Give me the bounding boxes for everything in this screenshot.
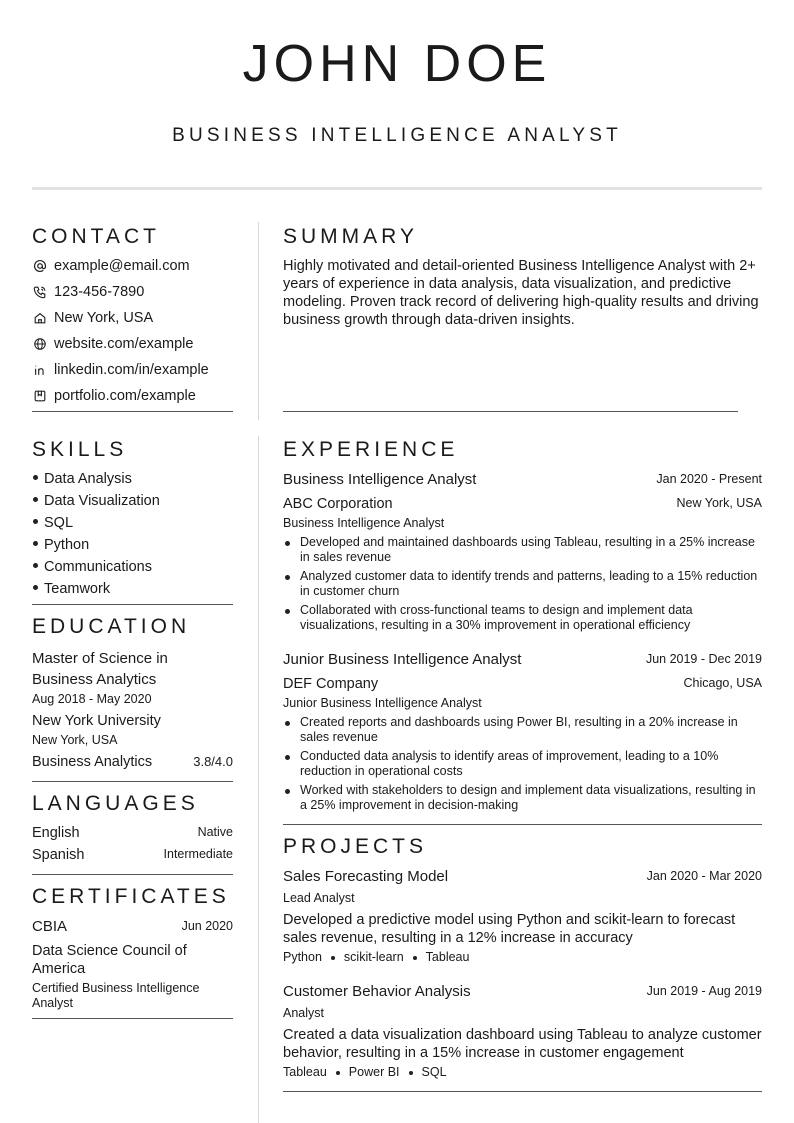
- project-description: Developed a predictive model using Python and scikit-learn to forecast sales revenue, resulting in a 12% increase in accuracy: [283, 912, 736, 946]
- contact-location: [32, 308, 153, 328]
- project-tags: [283, 1065, 447, 1080]
- certificate-description: Certified Business Intelligence Analyst: [32, 981, 200, 1010]
- skill-item: SQL: [32, 513, 73, 533]
- contact-email-text: example@email.com: [54, 258, 190, 274]
- skills-divider: [32, 604, 233, 605]
- column-divider-bottom: [258, 436, 259, 1123]
- education-school: New York University: [32, 713, 161, 729]
- job-bullet: Worked with stakeholders to design and implement data visualizations, resulting in a 25% improvement in decision-making: [283, 783, 763, 813]
- job-company: ABC Corporation: [283, 496, 393, 512]
- resume-title: BUSINESS INTELLIGENCE ANALYST: [172, 125, 622, 146]
- job-title: Junior Business Intelligence Analyst: [283, 651, 522, 668]
- experience-divider: [283, 824, 762, 825]
- job-bullets: [283, 535, 763, 637]
- project-title: Sales Forecasting Model: [283, 868, 449, 885]
- skill-item: Python: [32, 535, 89, 555]
- resume-name: JOHN DOE: [242, 35, 552, 93]
- project-tag: Power BI: [348, 1065, 400, 1079]
- project-dates: Jan 2020 - Mar 2020: [646, 869, 762, 883]
- contact-phone[interactable]: [32, 282, 144, 302]
- job-bullet: Analyzed customer data to identify trends and patterns, leading to a 15% reduction in customer churn: [283, 569, 763, 599]
- project-tags: [283, 950, 469, 965]
- job-dates: Jun 2019 - Dec 2019: [645, 652, 762, 666]
- job-title: Business Intelligence Analyst: [283, 471, 477, 488]
- project-role: Analyst: [283, 1006, 324, 1020]
- contact-divider: [32, 411, 233, 412]
- job-bullet: Developed and maintained dashboards using Tableau, resulting in a 25% increase in sales revenue: [283, 535, 763, 565]
- language-level: Native: [197, 825, 233, 839]
- job-bullet: Created reports and dashboards using Power BI, resulting in a 20% increase in sales revenue: [283, 715, 763, 745]
- job-dates: Jan 2020 - Present: [656, 472, 762, 486]
- job-location: Chicago, USA: [683, 676, 762, 690]
- skills-heading: SKILLS: [32, 438, 128, 461]
- contact-linkedin[interactable]: [32, 360, 209, 380]
- phone-icon: [32, 284, 48, 300]
- education-gpa: 3.8/4.0: [193, 754, 233, 769]
- language-name: Spanish: [32, 847, 85, 863]
- job-bullets: [283, 715, 763, 817]
- contact-phone-text: 123-456-7890: [54, 284, 145, 300]
- project-tag: scikit-learn: [343, 950, 404, 964]
- education-heading: EDUCATION: [32, 615, 191, 638]
- project-description: Created a data visualization dashboard using Tableau to analyze customer behavior, resulting in a 15% increase in customer engagement: [283, 1027, 762, 1061]
- job-location: New York, USA: [676, 496, 762, 510]
- project-dates: Jun 2019 - Aug 2019: [646, 984, 762, 998]
- portfolio-icon: [32, 388, 48, 404]
- education-degree: Master of Science in Business Analytics: [32, 650, 168, 688]
- home-icon: [32, 310, 48, 326]
- skill-item: Data Analysis: [32, 469, 132, 489]
- project-tag: Tableau: [283, 1065, 327, 1079]
- certificates-divider: [32, 1018, 233, 1019]
- education-divider: [32, 781, 233, 782]
- at-icon: [32, 258, 48, 274]
- contact-linkedin-text: linkedin.com/in/example: [54, 362, 209, 378]
- header-divider: [32, 187, 762, 190]
- languages-heading: LANGUAGES: [32, 792, 199, 815]
- contact-heading: CONTACT: [32, 225, 160, 248]
- linkedin-icon: [32, 362, 48, 378]
- summary-text: Highly motivated and detail-oriented Business Intelligence Analyst with 2+ years of experience in data analysis, data visualization, and predictive modeling. Proven track record of delivering high-quality results and driving business growth through data-driven insights.: [283, 258, 759, 328]
- job-company: DEF Company: [283, 676, 379, 692]
- skill-item: Data Visualization: [32, 491, 160, 511]
- contact-location-text: New York, USA: [54, 310, 154, 326]
- languages-divider: [32, 874, 233, 875]
- contact-portfolio-text: portfolio.com/example: [54, 388, 196, 404]
- language-level: Intermediate: [163, 847, 233, 861]
- summary-divider: [283, 411, 738, 412]
- contact-website-text: website.com/example: [54, 336, 194, 352]
- contact-portfolio[interactable]: [32, 386, 196, 406]
- education-dates: Aug 2018 - May 2020: [32, 692, 152, 706]
- projects-heading: PROJECTS: [283, 835, 428, 858]
- certificates-heading: CERTIFICATES: [32, 885, 230, 908]
- skill-item: Communications: [32, 557, 152, 577]
- job-bullet: Collaborated with cross-functional teams to design and implement data visualizations, resulting in a 30% improvement in operational efficiency: [283, 603, 763, 633]
- language-name: English: [32, 825, 80, 841]
- projects-divider: [283, 1091, 762, 1092]
- project-tag: Tableau: [425, 950, 470, 964]
- experience-heading: EXPERIENCE: [283, 438, 459, 461]
- project-title: Customer Behavior Analysis: [283, 983, 471, 1000]
- project-tag: SQL: [421, 1065, 447, 1079]
- skill-item: Teamwork: [32, 579, 110, 599]
- project-role: Lead Analyst: [283, 891, 355, 905]
- education-field: Business Analytics: [32, 754, 153, 770]
- job-bullet: Conducted data analysis to identify areas of improvement, leading to a 10% reduction in operational costs: [283, 749, 763, 779]
- contact-website[interactable]: [32, 334, 193, 354]
- contact-email[interactable]: [32, 256, 190, 276]
- project-tag: Python: [283, 950, 322, 964]
- job-role: Junior Business Intelligence Analyst: [283, 696, 482, 710]
- certificate-issuer: Data Science Council of America: [32, 943, 187, 977]
- column-divider-top: [258, 222, 259, 420]
- certificate-name: CBIA: [32, 918, 68, 935]
- education-location: New York, USA: [32, 733, 118, 747]
- globe-icon: [32, 336, 48, 352]
- job-role: Business Intelligence Analyst: [283, 516, 445, 530]
- summary-heading: SUMMARY: [283, 225, 418, 248]
- certificate-date: Jun 2020: [181, 919, 233, 933]
